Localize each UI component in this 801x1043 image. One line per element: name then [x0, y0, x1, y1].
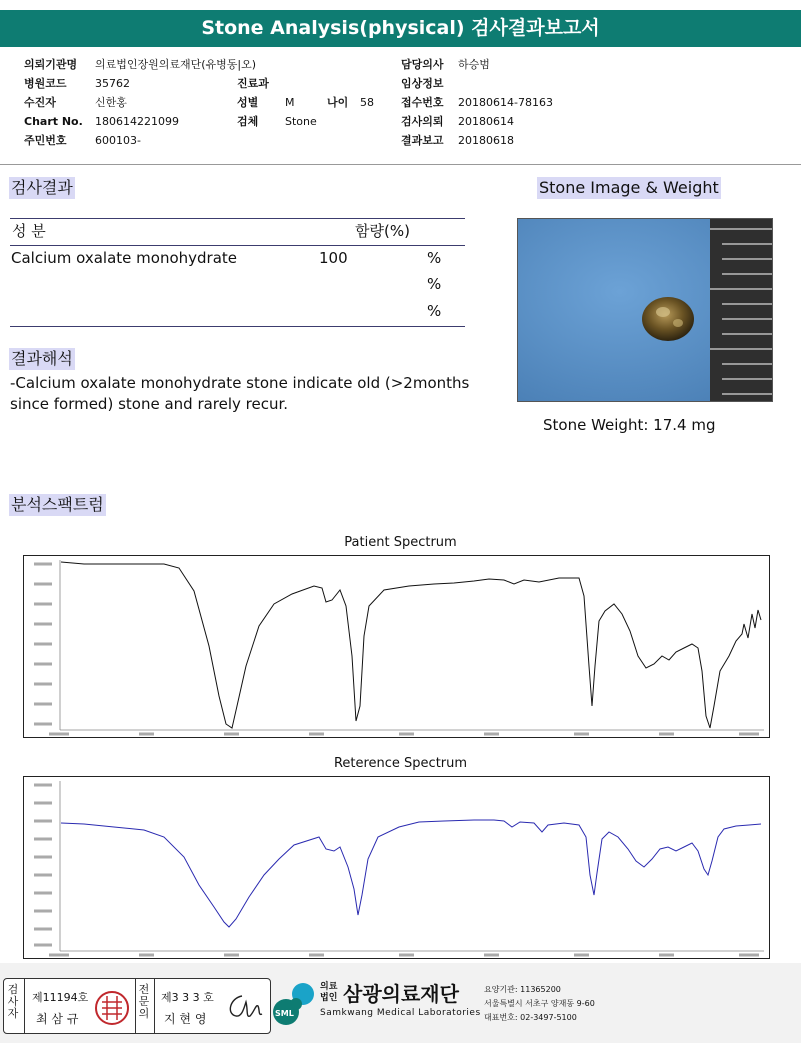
report-date-label: 결과보고: [401, 134, 444, 147]
reference-spectrum-title: Reterence Spectrum: [333, 756, 468, 771]
chart-value: 180614221099: [95, 115, 179, 128]
table-header-rule: [10, 245, 465, 246]
tester-seal-icon: [94, 990, 130, 1026]
age-value: 58: [360, 96, 374, 109]
interpretation-section-title: 결과해석: [11, 349, 73, 368]
stone-image-section-title: Stone Image & Weight: [539, 178, 719, 197]
resident-value: 600103-: [95, 134, 141, 147]
reference-spectrum-chart: [23, 776, 770, 959]
request-date-label: 검사의뢰: [401, 115, 444, 128]
table-row-unit: %: [427, 249, 442, 267]
table-row-unit: %: [427, 302, 442, 320]
request-date-value: 20180614: [458, 115, 514, 128]
org-code: 요양기관: 11365200: [484, 985, 561, 994]
requester-label: 의뢰기관명: [24, 58, 78, 71]
signature-box: [3, 978, 271, 1034]
dept-label: 진료과: [237, 77, 269, 90]
divider: [24, 979, 25, 1033]
table-row-unit: %: [427, 275, 442, 293]
specialist-name: 지 현 영: [164, 1012, 207, 1026]
sex-value: M: [285, 96, 295, 109]
results-section-title: 검사결과: [11, 178, 73, 197]
sex-label: 성별: [237, 96, 259, 109]
hospital-code-value: 35762: [95, 77, 130, 90]
hospital-code-label: 병원코드: [24, 77, 67, 90]
requester-value: 의료법인장원의료재단(유병동|오): [95, 58, 257, 71]
meta-divider: [0, 164, 801, 165]
stone-weight: Stone Weight: 17.4 mg: [543, 416, 716, 434]
signature-icon: [222, 988, 266, 1024]
table-row-component: Calcium oxalate monohydrate: [11, 249, 238, 267]
divider: [154, 979, 155, 1033]
patient-spectrum-chart: [23, 555, 770, 738]
org-address: 서울특별시 서초구 양재동 9-60: [484, 999, 595, 1008]
sml-logo-text: SML: [275, 1009, 294, 1018]
specialist-label: 전 문 의: [138, 983, 150, 1020]
accession-value: 20180614-78163: [458, 96, 553, 109]
table-row-value: 100: [319, 249, 348, 267]
patient-meta: [0, 55, 801, 150]
interpretation-text: -Calcium oxalate monohydrate stone indicate old (>2months since formed) stone and rarely recur.: [10, 374, 470, 413]
table-top-rule: [10, 218, 465, 219]
org-phone: 대표번호: 02-3497-5100: [484, 1013, 577, 1022]
age-label: 나이: [327, 96, 349, 109]
spectrum-section-title: 분석스팩트럼: [11, 495, 104, 514]
patient-spectrum-graphic: [24, 556, 769, 737]
patient-label: 수진자: [24, 96, 56, 109]
accession-label: 접수번호: [401, 96, 444, 109]
stone-photo-graphic: [518, 219, 772, 401]
org-english: Samkwang Medical Laboratories: [320, 1008, 481, 1018]
doctor-value: 하승범: [458, 58, 490, 71]
chart-label: Chart No.: [24, 115, 83, 128]
specimen-value: Stone: [285, 115, 317, 128]
resident-label: 주민번호: [24, 134, 67, 147]
tester-name: 최 삼 규: [36, 1012, 79, 1026]
specimen-label: 검체: [237, 115, 259, 128]
reference-spectrum-graphic: [24, 777, 769, 958]
patient-value: 신한홍: [95, 96, 127, 109]
report-title: Stone Analysis(physical) 검사결과보고서: [0, 10, 801, 47]
specialist-license: 제3 3 3 호: [161, 991, 214, 1004]
tester-label: 검 사 자: [7, 983, 19, 1020]
patient-spectrum-title: Patient Spectrum: [344, 535, 457, 550]
doctor-label: 담당의사: [401, 58, 444, 71]
org-prefix: 의료법인: [320, 982, 338, 1003]
component-header: 성 분: [12, 222, 46, 240]
clinical-label: 임상정보: [401, 77, 444, 90]
content-header: 함량(%): [355, 222, 410, 240]
divider: [135, 979, 136, 1033]
sml-logo-icon: [272, 980, 316, 1028]
report-date-value: 20180618: [458, 134, 514, 147]
org-name: 삼광의료재단: [343, 982, 459, 1006]
stone-photo: [517, 218, 773, 402]
tester-license: 제11194호: [32, 991, 89, 1004]
table-bottom-rule: [10, 326, 465, 327]
